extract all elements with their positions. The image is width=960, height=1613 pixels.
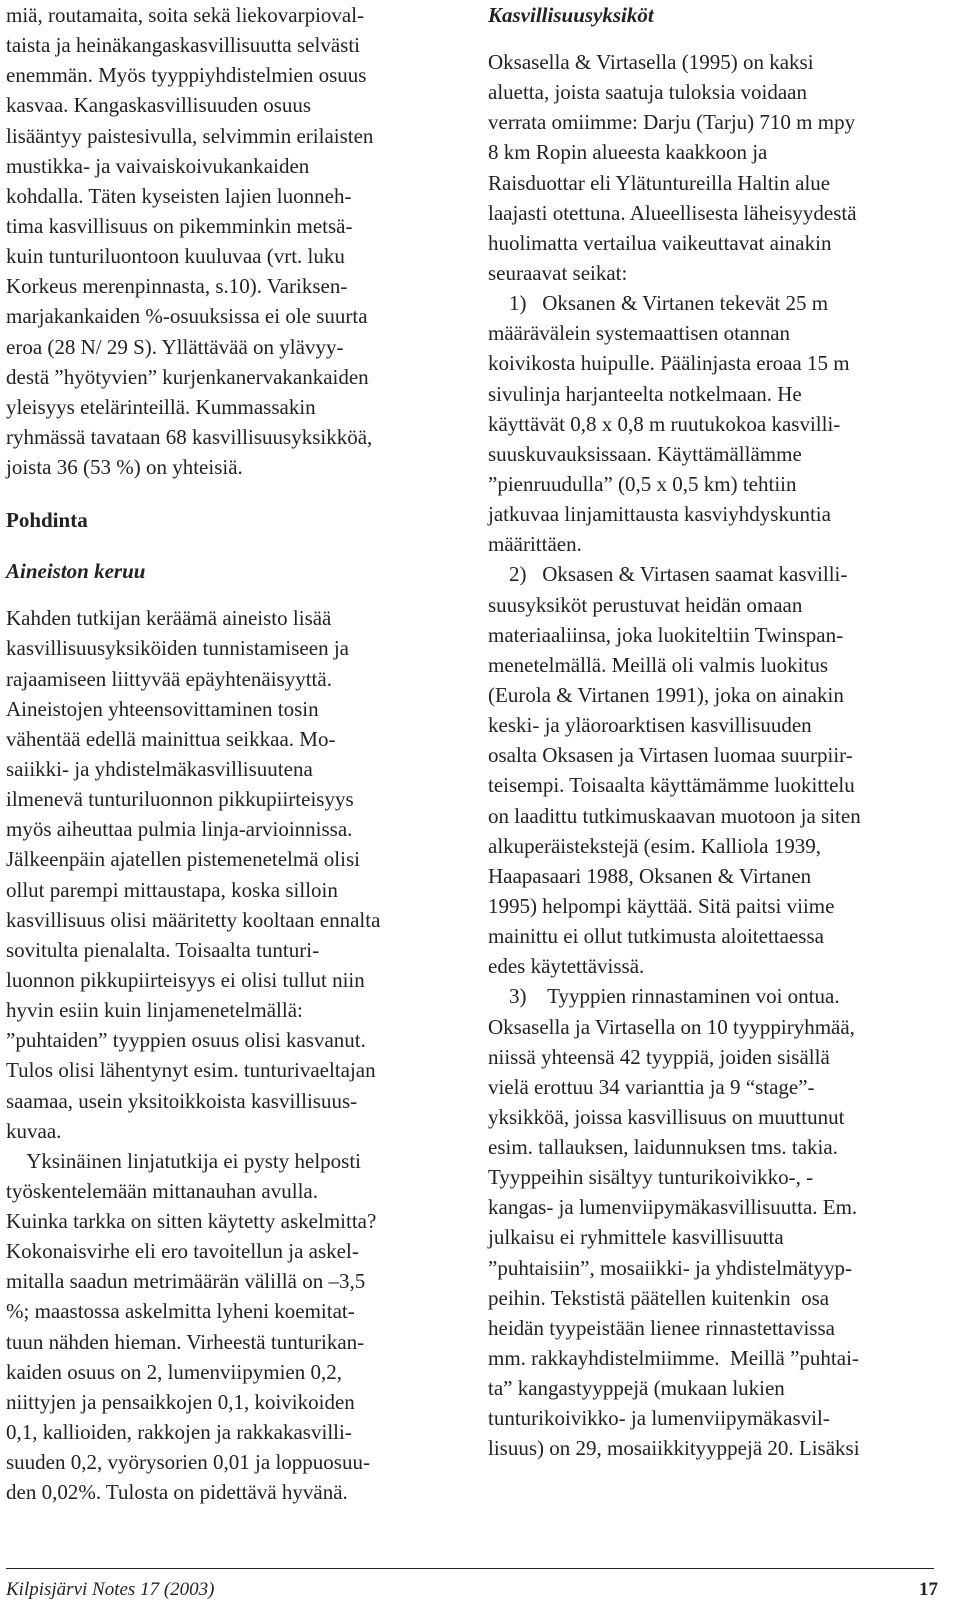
text-line: vielä erottuu 34 varianttia ja 9 “stage”- bbox=[488, 1074, 815, 1099]
text-line: verrata omiimme: Darju (Tarju) 710 m mpy bbox=[488, 110, 856, 135]
text-line: ryhmässä tavataan 68 kasvillisuusyksikköä, bbox=[6, 424, 373, 449]
text-line: kaiden osuus on 2, lumenviipymien 0,2, bbox=[6, 1359, 342, 1384]
left-column bbox=[6, 0, 464, 1507]
right-paragraph-1 bbox=[488, 47, 938, 288]
right-list-item-2 bbox=[488, 559, 938, 981]
text-line: %; maastossa askelmitta lyheni koemitat- bbox=[6, 1299, 355, 1324]
text-line: työskentelemään mittanauhan avulla. bbox=[6, 1178, 318, 1203]
text-line: Haapasaari 1988, Oksanen & Virtanen bbox=[488, 863, 812, 888]
left-paragraph-1 bbox=[6, 0, 464, 482]
text-line: ilmenevä tunturiluonnon pikkupiirteisyys bbox=[6, 787, 354, 812]
right-list-item-3 bbox=[488, 981, 938, 1463]
text-line: 1) Oksanen & Virtanen tekevät 25 m bbox=[488, 291, 829, 316]
text-line: niittyjen ja pensaikkojen 0,1, koivikoiden bbox=[6, 1389, 355, 1414]
text-line: teisempi. Toisaalta käyttämämme luokittelu bbox=[488, 773, 855, 798]
text-line: ollut parempi mittaustapa, koska silloin bbox=[6, 877, 338, 902]
text-line: kohdalla. Täten kyseisten lajien luonneh- bbox=[6, 183, 352, 208]
text-line: mm. rakkayhdistelmiimme. Meillä ”puhtai- bbox=[488, 1346, 859, 1371]
text-line: mustikka- ja vaivaiskoivukankaiden bbox=[6, 153, 310, 178]
text-line: materiaaliinsa, joka luokiteltiin Twinspan- bbox=[488, 622, 844, 647]
text-line: peihin. Tekstistä päätellen kuitenkin osa bbox=[488, 1285, 830, 1310]
text-line: keski- ja yläoroarktisen kasvillisuuden bbox=[488, 713, 812, 738]
text-line: Kuinka tarkka on sitten käytetty askelmitta? bbox=[6, 1209, 377, 1234]
text-line: niissä yhteensä 42 tyyppiä, joiden sisällä bbox=[488, 1044, 830, 1069]
text-line: Tulos olisi lähentynyt esim. tunturivaeltajan bbox=[6, 1058, 376, 1083]
text-line: määrävälein systemaattisen otannan bbox=[488, 321, 791, 346]
text-line: suuskuvauksissaan. Käyttämällämme bbox=[488, 441, 802, 466]
text-line: edes käytettävissä. bbox=[488, 954, 645, 979]
text-line: destä ”hyötyvien” kurjenkanervakankaiden bbox=[6, 364, 369, 389]
text-line: kasvillisuusyksiköiden tunnistamiseen ja bbox=[6, 636, 349, 661]
text-line: Yksinäinen linjatutkija ei pysty helposti bbox=[6, 1148, 362, 1173]
text-line: julkaisu ei ryhmittele kasvillisuutta bbox=[488, 1225, 784, 1250]
text-line: rajaamiseen liittyvää epäyhtenäisyyttä. bbox=[6, 666, 332, 691]
text-line: Jälkeenpäin ajatellen pistemenetelmä olisi bbox=[6, 847, 360, 872]
text-line: den 0,02%. Tulosta on pidettävä hyvänä. bbox=[6, 1480, 348, 1505]
text-line: kuin tunturiluontoon kuuluvaa (vrt. luku bbox=[6, 244, 345, 269]
text-line: jatkuvaa linjamittausta kasviyhdyskuntia bbox=[488, 502, 831, 527]
text-line: suusyksiköt perustuvat heidän omaan bbox=[488, 592, 803, 617]
text-line: koivikosta huipulle. Päälinjasta eroaa 15 m bbox=[488, 351, 850, 376]
text-line: 8 km Ropin alueesta kaakkoon ja bbox=[488, 140, 768, 165]
right-list-item-1 bbox=[488, 288, 938, 559]
footer-page-number: 17 bbox=[919, 1579, 938, 1600]
text-line: tunturikoivikko- ja lumenviipymäkasvil- bbox=[488, 1406, 830, 1431]
footer-rule bbox=[6, 1568, 934, 1569]
text-line: ta” kangastyyppejä (mukaan lukien bbox=[488, 1376, 785, 1401]
text-line: joista 36 (53 %) on yhteisiä. bbox=[6, 455, 243, 480]
text-line: Oksasella & Virtasella (1995) on kaksi bbox=[488, 50, 814, 74]
text-line: huolimatta vertailua vaikeuttavat ainakin bbox=[488, 230, 832, 255]
text-line: määrittäen. bbox=[488, 532, 582, 557]
text-line: 3) Tyyppien rinnastaminen voi ontua. bbox=[488, 984, 840, 1009]
text-line: saamaa, usein yksitoikkoista kasvillisuus- bbox=[6, 1088, 358, 1113]
text-line: ”puhtaiden” tyyppien osuus olisi kasvanut. bbox=[6, 1028, 366, 1053]
left-paragraph-3 bbox=[6, 1146, 464, 1508]
text-line: mainittu ei ollut tutkimusta aloitettaessa bbox=[488, 924, 824, 949]
text-line: lisääntyy paistesivulla, selvimmin erilaisten bbox=[6, 123, 374, 148]
text-line: tuun nähden hieman. Virheestä tunturikan- bbox=[6, 1329, 365, 1354]
text-line: tima kasvillisuus on pikemminkin metsä- bbox=[6, 213, 353, 238]
text-line: mitalla saadun metrimäärän välillä on –3,5 bbox=[6, 1269, 366, 1294]
text-line: eroa (28 N/ 29 S). Yllättävää on ylävyy- bbox=[6, 334, 344, 359]
text-line: lisuus) on 29, mosaiikkityyppejä 20. Lisäksi bbox=[488, 1436, 860, 1461]
text-line: sivulinja harjanteelta notkelmaan. He bbox=[488, 381, 802, 406]
text-line: heidän tyypeistään lienee rinnastettavissa bbox=[488, 1315, 835, 1340]
text-line: hyvin esiin kuin linjamenetelmällä: bbox=[6, 998, 303, 1023]
text-line: kasvillisuus olisi määritetty kooltaan ennalta bbox=[6, 907, 381, 932]
text-line: aluetta, joista saatuja tuloksia voidaan bbox=[488, 80, 807, 105]
text-line: 1995) helpompi käyttää. Sitä paitsi viime bbox=[488, 893, 835, 918]
left-paragraph-2 bbox=[6, 603, 464, 1146]
text-line: marjakankaiden %-osuuksissa ei ole suurta bbox=[6, 304, 368, 329]
section-heading-pohdinta: Pohdinta bbox=[6, 508, 88, 533]
footer-journal-title: Kilpisjärvi Notes 17 (2003) bbox=[6, 1579, 215, 1600]
text-line: saiikki- ja yhdistelmäkasvillisuutena bbox=[6, 756, 313, 781]
text-line: on laadittu tutkimuskaavan muotoon ja siten bbox=[488, 803, 861, 828]
text-line: miä, routamaita, soita sekä liekovarpioval- bbox=[6, 3, 365, 27]
subsection-heading-aineiston-keruu: Aineiston keruu bbox=[6, 559, 146, 584]
text-line: kuvaa. bbox=[6, 1118, 62, 1143]
text-line: Kokonaisvirhe eli ero tavoitellun ja askel- bbox=[6, 1239, 359, 1264]
right-column bbox=[488, 0, 938, 1464]
text-line: (Eurola & Virtanen 1991), joka on ainakin bbox=[488, 682, 844, 707]
text-line: Oksasella ja Virtasella on 10 tyyppiryhmää, bbox=[488, 1014, 855, 1039]
text-line: kasvaa. Kangaskasvillisuuden osuus bbox=[6, 93, 312, 118]
text-line: Korkeus merenpinnasta, s.10). Variksen- bbox=[6, 274, 348, 299]
text-line: ”puhtaisiin”, mosaiikki- ja yhdistelmätyyp- bbox=[488, 1255, 852, 1280]
text-line: käyttävät 0,8 x 0,8 m ruutukokoa kasvilli- bbox=[488, 411, 841, 436]
text-line: myös aiheuttaa pulmia linja-arvioinnissa. bbox=[6, 817, 353, 842]
text-line: sovitulta pienalalta. Toisaalta tunturi- bbox=[6, 937, 320, 962]
text-line: luonnon pikkupiirteisyys ei olisi tullut niin bbox=[6, 967, 365, 992]
subsection-heading-kasvillisuusyksikot: Kasvillisuusyksiköt bbox=[488, 3, 654, 27]
text-line: yleisyys etelärinteillä. Kummassakin bbox=[6, 394, 316, 419]
text-line: 0,1, kallioiden, rakkojen ja rakkakasvilli- bbox=[6, 1420, 352, 1445]
text-line: Aineistojen yhteensovittaminen tosin bbox=[6, 696, 319, 721]
text-line: enemmän. Myös tyyppiyhdistelmien osuus bbox=[6, 63, 367, 88]
text-line: Kahden tutkijan keräämä aineisto lisää bbox=[6, 606, 332, 631]
text-line: 2) Oksasen & Virtasen saamat kasvilli- bbox=[488, 562, 848, 587]
text-line: menetelmällä. Meillä oli valmis luokitus bbox=[488, 652, 829, 677]
text-line: esim. tallauksen, laidunnuksen tms. takia. bbox=[488, 1135, 838, 1160]
text-line: ”pienruudulla” (0,5 x 0,5 km) tehtiin bbox=[488, 471, 797, 496]
text-line: Tyyppeihin sisältyy tunturikoivikko-, - bbox=[488, 1165, 814, 1190]
text-line: laajasti otettuna. Alueellisesta läheisyydestä bbox=[488, 200, 857, 225]
text-line: Raisduottar eli Ylätuntureilla Haltin alue bbox=[488, 170, 831, 195]
text-line: kangas- ja lumenviipymäkasvillisuutta. Em. bbox=[488, 1195, 858, 1220]
text-line: suuden 0,2, vyörysorien 0,01 ja loppuosuu- bbox=[6, 1450, 370, 1475]
text-line: yksikköä, joissa kasvillisuus on muuttunut bbox=[488, 1104, 845, 1129]
text-line: osalta Oksasen ja Virtasen luomaa suurpiir- bbox=[488, 743, 853, 768]
text-line: alkuperäistekstejä (esim. Kalliola 1939, bbox=[488, 833, 821, 858]
text-line: taista ja heinäkangaskasvillisuutta selvästi bbox=[6, 33, 360, 58]
text-line: vähentää edellä mainittua seikkaa. Mo- bbox=[6, 726, 336, 751]
text-line: seuraavat seikat: bbox=[488, 260, 628, 285]
